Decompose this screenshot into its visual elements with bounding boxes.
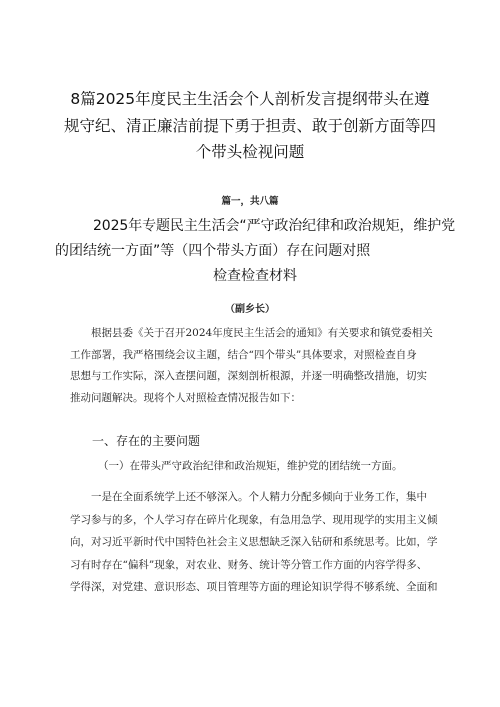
body-paragraph bbox=[70, 486, 440, 599]
document-title bbox=[60, 86, 440, 166]
title-line-2: 规守纪、清正廉洁前提下勇于担责、敢于创新方面等四 bbox=[63, 116, 436, 135]
subsection-heading: （一）在带头严守政治纪律和政治规矩，维护党的团结统一方面。 bbox=[98, 460, 403, 472]
title-line-1: 8篇2025年度民主生活会个人剖析发言提纲带头在遵 bbox=[70, 90, 430, 108]
title-line-3: 个带头检视问题 bbox=[195, 143, 305, 161]
body-line: 习有时存在“偏科”现象，对农业、财务、统计等分管工作方面的内容学得多、 bbox=[70, 558, 428, 571]
subtitle-line-2: 的团结统一方面”等（四个带头方面）存在问题对照 bbox=[55, 243, 371, 259]
body-line: 学得深，对党建、意识形态、项目管理等方面的理论知识学得不够系统、全面和 bbox=[70, 581, 438, 593]
body-line: 学习参与的多，个人学习存在碎片化现象，有急用急学、现用现学的实用主义倾 bbox=[70, 513, 438, 526]
document-subtitle bbox=[55, 214, 455, 289]
body-line: 一是在全面系统学上还不够深入。个人精力分配多倾向于业务工作，集中 bbox=[91, 491, 427, 503]
intro-line: 推动问题解决。现将个人对照检查情况报告如下： bbox=[70, 391, 301, 404]
intro-line: 根据县委《关于召开2024年度民主生活会的通知》有关要求和镇党委相关 bbox=[91, 327, 433, 339]
body-line: 向，对习近平新时代中国特色社会主义思想缺乏深入钻研和系统思考。比如，学 bbox=[70, 536, 438, 548]
author-role: （副乡长） bbox=[225, 304, 275, 315]
intro-paragraph bbox=[70, 323, 440, 409]
section-label: 篇一，共八篇 bbox=[221, 196, 279, 207]
subtitle-line-3: 检查检查材料 bbox=[213, 268, 297, 284]
intro-line: 思想与工作实际，深入查摆问题，深刻剖析根源，并逐一明确整改措施，切实 bbox=[70, 370, 427, 382]
section-heading: 一、存在的主要问题 bbox=[92, 434, 201, 448]
subtitle-line-1: 2025年专题民主生活会“严守政治纪律和政治规矩，维护党 bbox=[93, 218, 456, 234]
intro-line: 工作部署，我严格围绕会议主题，结合“四个带头”具体要求，对照检查自身 bbox=[70, 348, 417, 361]
